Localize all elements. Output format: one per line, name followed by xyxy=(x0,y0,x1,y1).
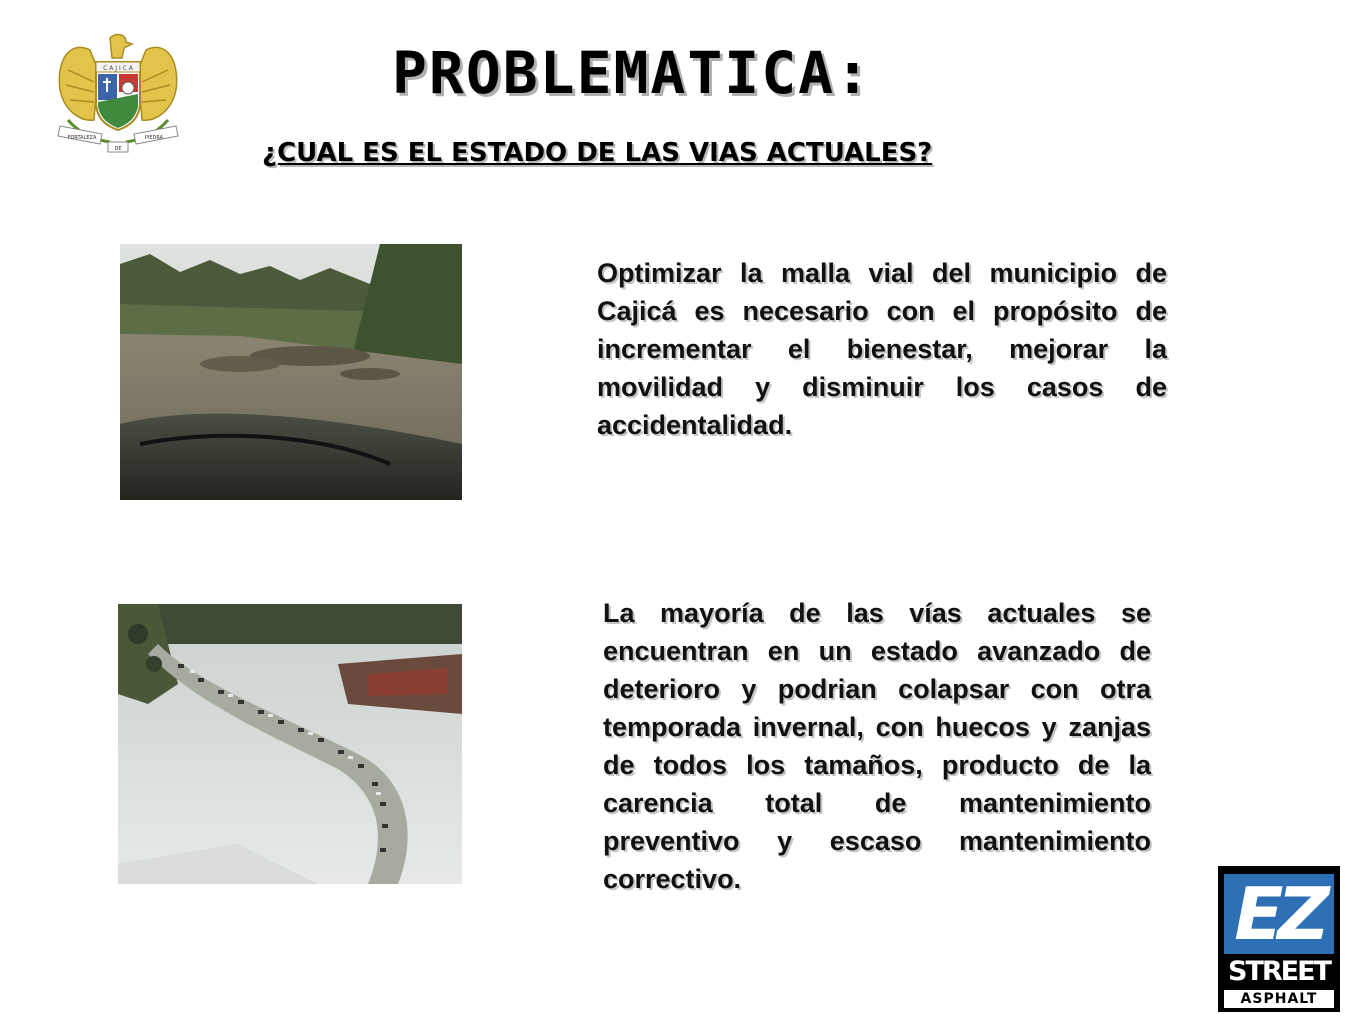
municipal-crest-logo xyxy=(50,30,186,156)
page-title: PROBLEMATICA: xyxy=(392,39,872,107)
damaged-road-photo xyxy=(120,244,462,500)
logo-ez-text: EZ xyxy=(1224,874,1334,954)
flooded-road-photo xyxy=(118,604,462,884)
crest-banner-left: FORTALEZA xyxy=(67,135,97,141)
logo-street-text: STREET xyxy=(1228,956,1330,987)
crest-top-text: C A J I C A xyxy=(103,65,133,72)
ez-street-asphalt-logo xyxy=(1218,866,1340,1012)
page-subtitle: ¿CUAL ES EL ESTADO DE LAS VIAS ACTUALES? xyxy=(262,138,933,168)
crest-banner-bottom: DE xyxy=(114,146,122,152)
crest-banner-right: PIEDRA xyxy=(144,135,164,141)
logo-asphalt-text: ASPHALT xyxy=(1224,990,1334,1008)
road-optimization-paragraph: Optimizar la malla vial del municipio de Cajicá es necesario con el propósito de incrementar el bienestar, mejorar la movilidad y disminuir los casos de accidentalidad. xyxy=(597,258,1167,440)
road-condition-paragraph: La mayoría de las vías actuales se encuentran en un estado avanzado de deterioro y podrian colapsar con otra temporada invernal, con huecos y zanjas de todos los tamaños, producto de la carencia total de mantenimiento preventivo y escaso mantenimiento correctivo. xyxy=(603,598,1151,894)
